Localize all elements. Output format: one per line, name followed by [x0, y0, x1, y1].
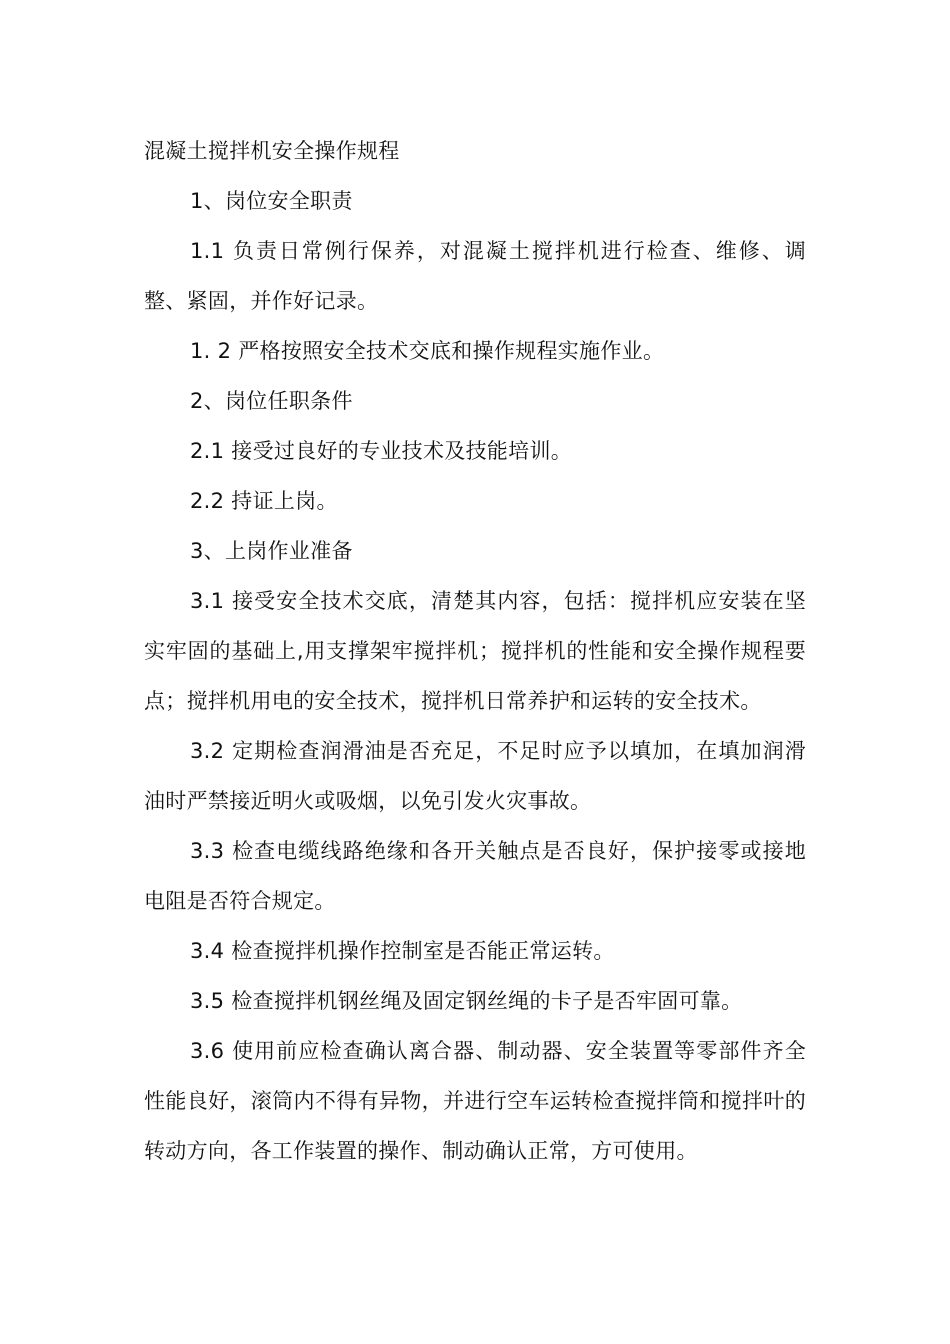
section-heading-2: 2、岗位任职条件: [190, 389, 353, 413]
paragraph-2-1: 2.1 接受过良好的专业技术及技能培训。: [190, 439, 573, 463]
paragraph-3-1: 3.1 接受安全技术交底，清楚其内容，包括：搅拌机应安装在坚实牢固的基础上,用支撑架牢搅拌机；搅拌机的性能和安全操作规程要点；搅拌机用电的安全技术，搅拌机日常养护和运转的安全技术。: [144, 589, 806, 713]
document-title: 混凝土搅拌机安全操作规程: [144, 139, 400, 163]
paragraph-2-2: 2.2 持证上岗。: [190, 489, 338, 513]
document-page: [144, 126, 806, 1176]
paragraph-3-6: 3.6 使用前应检查确认离合器、制动器、安全装置等零部件齐全性能良好，滚筒内不得有异物，并进行空车运转检查搅拌筒和搅拌叶的转动方向，各工作装置的操作、制动确认正常，方可使用。: [144, 1039, 806, 1163]
paragraph-1-2: 1. 2 严格按照安全技术交底和操作规程实施作业。: [190, 339, 665, 363]
paragraph-1-1: 1.1 负责日常例行保养，对混凝土搅拌机进行检查、维修、调整、紧固，并作好记录。: [144, 239, 806, 313]
paragraph-3-5: 3.5 检查搅拌机钢丝绳及固定钢丝绳的卡子是否牢固可靠。: [190, 989, 743, 1013]
paragraph-3-4: 3.4 检查搅拌机操作控制室是否能正常运转。: [190, 939, 615, 963]
section-heading-3: 3、上岗作业准备: [190, 539, 353, 563]
section-heading-1: 1、岗位安全职责: [190, 189, 353, 213]
paragraph-3-3: 3.3 检查电缆线路绝缘和各开关触点是否良好，保护接零或接地电阻是否符合规定。: [144, 839, 806, 913]
paragraph-3-2: 3.2 定期检查润滑油是否充足，不足时应予以填加，在填加润滑油时严禁接近明火或吸烟，以免引发火灾事故。: [144, 739, 806, 813]
